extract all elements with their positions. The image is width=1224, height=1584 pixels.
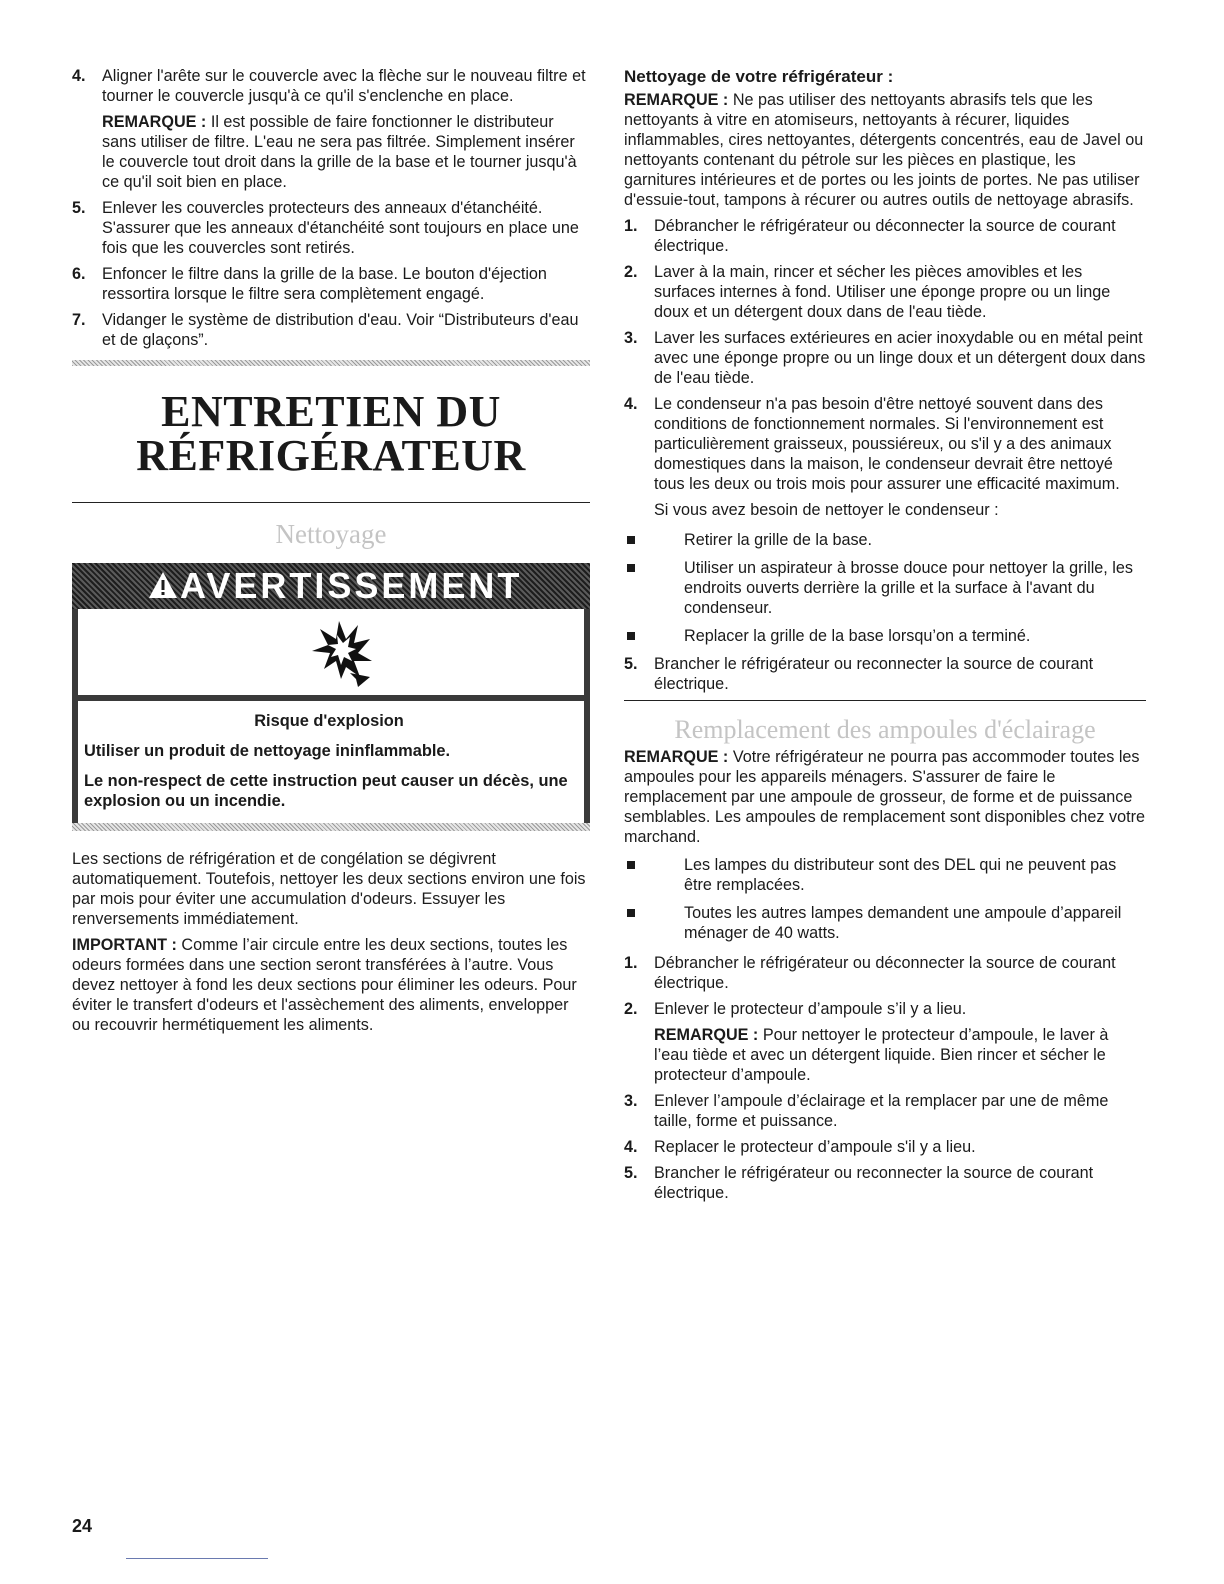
cleaning-note: REMARQUE : Ne pas utiliser des nettoyants abrasifs tels que les nettoyants à vitre en atomiseurs, nettoyants à récurer, liquides inflammables, cires nettoyantes, détergents concentrés, eau de Javel ou nettoyants contenant du pétrole sur les pièces en plastique, les garnitures intérieures et de portes ou les joints de portes. Ne pas utiliser d'essuie-tout, tampons à récurer ou autres outils de nettoyage abrasifs. (624, 91, 1144, 209)
cleaning-step-4: 4. Le condenseur n'a pas besoin d'être nettoyé souvent dans des conditions de fonctionnement normales. Si l'environnement est particulièrement graisseux, poussiéreux, ou s'il y a des animaux domestiques dans la maison, le condenseur devrait être nettoyé tous les deux ou trois mois pour assurer une efficacité maximum. Si vous avez besoin de nettoyer le condenseur : (624, 394, 1146, 520)
important-paragraph: IMPORTANT : Comme l’air circule entre les deux sections, toutes les odeurs formées dans une section seront transférées à l’autre. Vous devez nettoyer à fond les deux sections pour éliminer les odeurs. Pour éviter le transfert d'odeurs et l'assèchement des aliments, envelopper ou recouvrir hermétiquement les aliments. (72, 936, 577, 1034)
condenser-bullet-3: Replacer la grille de la base lorsqu’on a terminé. (624, 626, 1146, 646)
step-6: 6. Enfoncer le filtre dans la grille de la base. Le bouton d'éjection ressortira lorsque le filtre sera complètement engagé. (72, 265, 547, 303)
bulbs-step-4: 4. Replacer le protecteur d’ampoule s'il y a lieu. (624, 1138, 976, 1156)
title-rule (72, 502, 590, 503)
bulbs-note: REMARQUE : Votre réfrigérateur ne pourra pas accommoder toutes les ampoules pour les appareils ménagers. S'assurer de faire le remplacement par une ampoule de grosseur, de forme et de puissance semblables. Les ampoules de remplacement sont disponibles chez votre marchand. (624, 748, 1145, 846)
step-4-note: REMARQUE : Il est possible de faire fonctionner le distributeur sans utiliser de filtre. L'eau ne sera pas filtrée. Simplement insérer le couvercle tout droit dans la grille de la base et le tourner jusqu'à ce qu'il soit bien en place. (102, 113, 577, 191)
warning-risk: Risque d'explosion (254, 712, 404, 730)
cleaning-step-1: 1. Débrancher le réfrigérateur ou déconnecter la source de courant électrique. (624, 217, 1116, 255)
bulbs-rule (624, 700, 1146, 701)
section-title-nettoyage: Nettoyage (275, 519, 387, 549)
left-column (72, 66, 590, 1035)
step-5: 5. Enlever les couvercles protecteurs des anneaux d'étanchéité. S'assurer que les anneaux d'étanchéité sont toujours en place une fois que les couvercles sont retirés. (72, 199, 579, 257)
footer-line (126, 1558, 268, 1559)
bulbs-step-3: 3. Enlever l’ampoule d’éclairage et la remplacer par une de même taille, forme et puissance. (624, 1092, 1109, 1130)
cleaning-heading: Nettoyage de votre réfrigérateur : (624, 67, 894, 86)
warning-triangle-icon (148, 571, 178, 599)
warning-line-2: Le non-respect de cette instruction peut causer un décès, une explosion ou un incendie. (84, 772, 568, 810)
cleaning-step-3: 3. Laver les surfaces extérieures en acier inoxydable ou en métal peint avec une éponge propre ou un linge doux et un détergent doux dans de l'eau tiède. (624, 329, 1146, 387)
section-divider (72, 360, 590, 366)
bulbs-step-1: 1. Débrancher le réfrigérateur ou déconnecter la source de courant électrique. (624, 954, 1116, 992)
bulbs-bullet-2: Toutes les autres lampes demandent une ampoule d’appareil ménager de 40 watts. (624, 903, 1146, 943)
bulbs-step-2-note: REMARQUE : Pour nettoyer le protecteur d’ampoule, le laver à l’eau tiède et avec un détergent liquide. Bien rincer et sécher le protecteur d’ampoule. (654, 1026, 1109, 1084)
warning-header: AVERTISSEMENT (72, 563, 590, 609)
warning-box (72, 563, 590, 831)
step-4: 4. Aligner l'arête sur le couvercle avec la flèche sur le nouveau filtre et tourner le couvercle jusqu'à ce qu'il s'enclenche en place. REMARQUE : Il est possible de faire fonctionner le distributeur sans utiliser de filtre. L'eau ne sera pas filtrée. Simplement insérer le couvercle tout droit dans la grille de la base et le tourner jusqu'à ce qu'il soit bien en place. (72, 66, 590, 192)
step-7: 7. Vidanger le système de distribution d'eau. Voir “Distributeurs d'eau et de glaçons”. (72, 311, 579, 349)
bulbs-step-2: 2. Enlever le protecteur d’ampoule s’il y a lieu. REMARQUE : Pour nettoyer le protecteur d’ampoule, le laver à l’eau tiède et avec un détergent liquide. Bien rincer et sécher le protecteur d’ampoule. (624, 999, 1146, 1085)
condenser-intro: Si vous avez besoin de nettoyer le condenseur : (654, 501, 999, 519)
condenser-bullet-1: Retirer la grille de la base. (624, 530, 1146, 550)
right-column (624, 66, 1146, 1209)
bulbs-step-5: 5. Brancher le réfrigérateur ou reconnecter la source de courant électrique. (624, 1164, 1094, 1202)
section-title-bulbs: Remplacement des ampoules d'éclairage (674, 715, 1096, 744)
chapter-title: ENTRETIEN DU RÉFRIGÉRATEUR (136, 387, 526, 480)
page-number: 24 (72, 1516, 93, 1536)
cleaning-step-5: 5. Brancher le réfrigérateur ou reconnecter la source de courant électrique. (624, 655, 1094, 693)
warning-line-1: Utiliser un produit de nettoyage ininflammable. (84, 742, 451, 760)
explosion-icon (306, 617, 376, 691)
bulbs-bullet-1: Les lampes du distributeur sont des DEL qui ne peuvent pas être remplacées. (624, 855, 1146, 895)
condenser-bullet-2: Utiliser un aspirateur à brosse douce pour nettoyer la grille, les endroits ouverts derrière la grille et la surface à l'avant du condenseur. (624, 558, 1146, 618)
cleaning-step-2: 2. Laver à la main, rincer et sécher les pièces amovibles et les surfaces internes à fond. Utiliser une éponge propre ou un linge doux et un détergent doux dans de l'eau tiède. (624, 263, 1111, 321)
defrost-paragraph: Les sections de réfrigération et de congélation se dégivrent automatiquement. Toutefois, nettoyer les deux sections environ une fois par mois pour éviter une accumulation d'odeurs. Essuyer les renversements immédiatement. (72, 850, 586, 928)
